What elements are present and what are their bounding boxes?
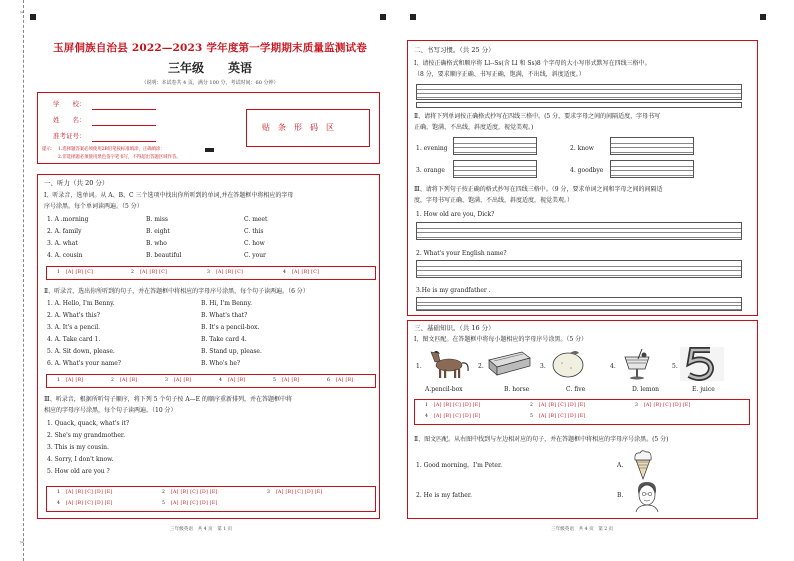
question-option: 3. A. what <box>47 240 78 247</box>
answer-bubbles[interactable]: [A] [B] [C] <box>65 270 94 275</box>
name-field[interactable] <box>92 125 156 126</box>
answer-bubbles[interactable]: [A] [B] <box>173 378 192 383</box>
writing-sec1-instr: （8 分，要求顺序正确、书写正确，饱满，不出线，斜度适度。） <box>414 71 585 78</box>
juice-icon <box>620 347 654 381</box>
school-field[interactable] <box>92 109 156 110</box>
writing-title: 二、书写习惯。（共 25 分） <box>414 46 495 54</box>
answer-num: 3 <box>635 403 638 408</box>
answer-num: 2 <box>111 378 114 383</box>
sentence-option: B. Stand up, please. <box>201 348 262 355</box>
answer-bubbles[interactable]: [A] [B] [C] [D] [E] <box>643 403 691 408</box>
sentence-option: 4. A. Take card 1. <box>47 336 101 343</box>
writing-sec2-instr: Ⅱ、请将下列单词按正确格式抄写在四线三格中。(5 分，要求字母之间的间隔适度，字母书写 <box>414 113 661 120</box>
cut-line <box>23 0 24 561</box>
writing-sec2-instr: 正确、饱满、不出线，斜度适度，视觉美观。) <box>414 124 534 131</box>
word-label: 3. orange <box>416 167 445 174</box>
answer-num: 1 <box>57 378 60 383</box>
number-five-icon <box>680 347 724 381</box>
four-line-grid[interactable] <box>416 102 742 108</box>
pic-num: 3. <box>540 363 546 370</box>
match-letter: A. <box>617 462 624 469</box>
barcode-label: 贴 条 形 码 区 <box>262 123 334 132</box>
sentence-option: B. Hi, I'm Benny. <box>201 300 252 307</box>
corner-mark <box>380 14 386 20</box>
pic-word: A.pencil-box <box>425 386 463 393</box>
pic-word: D. lemon <box>632 386 660 393</box>
word-label: 2. know <box>570 145 594 152</box>
answer-num: 4 <box>219 378 222 383</box>
basics-sec2-instr: Ⅱ、图文匹配。从右图中找到与左边相对应的句子，并在答题框中将相应的字母序号涂黑。(5 分) <box>414 436 669 443</box>
pic-word: C. five <box>566 386 586 393</box>
answer-num: 1 <box>425 403 428 408</box>
notice-line-1: 1.选择题答案必须使用2B铅笔按标准填涂，正确填涂： <box>58 147 165 152</box>
four-line-grid[interactable] <box>453 137 537 155</box>
word-label: 1. evening <box>416 145 448 152</box>
answer-bubbles[interactable]: [A] [B] [C] <box>215 270 244 275</box>
answer-num: 2 <box>162 490 165 495</box>
answer-bubbles[interactable]: [A] [B] [C] [D] [E] <box>275 490 323 495</box>
answer-num: 4 <box>283 270 286 275</box>
answer-num: 1 <box>57 270 60 275</box>
answer-bubbles[interactable]: [A] [B] <box>335 378 354 383</box>
answer-bubbles[interactable]: [A] [B] [C] [D] [E] <box>433 403 481 408</box>
sentence-option: 3. A. It's a pencil. <box>47 324 101 331</box>
answer-num: 4 <box>425 414 428 419</box>
pic-word: E. juice <box>692 386 715 393</box>
answer-num: 5 <box>162 501 165 506</box>
exam-note: （说明：本试卷共 4 页，满分 100 分，考试时间：60 分钟） <box>141 80 279 86</box>
pic-num: 1. <box>416 363 422 370</box>
four-line-grid[interactable] <box>416 84 742 100</box>
pic-num: 5. <box>672 363 678 370</box>
question-option: C. this <box>244 228 264 235</box>
corner-mark <box>760 14 766 20</box>
ice-cream-icon <box>630 448 656 480</box>
question-option: 1. A .morning <box>47 216 89 223</box>
ordering-sentence: 4. Sorry, I don't know. <box>47 456 114 463</box>
question-option: C. how <box>244 240 265 247</box>
answer-bubbles[interactable]: [A] [B] [C] [D] [E] <box>170 501 218 506</box>
ordering-sentence: 1. Quack, quack, what's it? <box>47 420 130 427</box>
four-line-grid[interactable] <box>416 222 742 240</box>
four-line-grid[interactable] <box>610 160 694 178</box>
answer-num: 5 <box>530 414 533 419</box>
four-line-grid[interactable] <box>610 137 694 155</box>
sentence-option: 5. A. Sit down, please. <box>47 348 115 355</box>
answer-bubbles[interactable]: [A] [B] [C] [D] [E] <box>538 414 586 419</box>
four-line-grid[interactable] <box>453 160 537 178</box>
basics-sec1-instr: Ⅰ、图文匹配。在答题框中将每小题相应的字母序号涂黑。（5 分） <box>414 336 588 343</box>
horse-icon <box>425 348 471 380</box>
lemon-icon <box>548 348 588 380</box>
answer-num: 1 <box>57 490 60 495</box>
sentence-label: 2. What's your English name? <box>416 250 507 257</box>
four-line-grid[interactable] <box>416 260 742 278</box>
ordering-sentence: 5. How old are you ? <box>47 468 110 475</box>
question-option: 2. A. family <box>47 228 82 235</box>
pic-num: 2. <box>478 363 484 370</box>
exam-subtitle: 三年级 英语 <box>167 61 252 75</box>
filled-bubble-sample <box>205 148 214 152</box>
answer-num: 4 <box>57 501 60 506</box>
ordering-sentence: 2. She's my grandmother. <box>47 432 126 439</box>
writing-sec3-instr: 度，字母书写正确、饱满、不出线，斜度适度，视觉美观。） <box>414 197 574 204</box>
listening-title: 一、听力（共 20 分） <box>44 179 109 187</box>
answer-bubbles[interactable]: [A] [B] <box>227 378 246 383</box>
corner-mark <box>30 14 36 20</box>
match-letter: B. <box>617 492 624 499</box>
match-sentence: 2. He is my father. <box>416 492 472 499</box>
answer-bubbles[interactable]: [A] [B] <box>65 378 84 383</box>
exam-no-label: 准考证号： <box>53 132 86 140</box>
word-label: 4. goodbye <box>570 167 604 174</box>
pic-word: B. horse <box>504 386 530 393</box>
answer-num: 3 <box>267 490 270 495</box>
page-footer: 三年级英语 共 4 页 第 1 页 <box>170 527 233 532</box>
sentence-option: B. What's that? <box>201 312 248 319</box>
listening-sec3-instr: Ⅲ、听录音，根据所听句子顺序，将下列 5 个句子按 A—E 的顺序重新排列，并在答题框中将 <box>44 396 292 403</box>
answer-box <box>46 374 376 388</box>
question-option: C. your <box>244 252 266 259</box>
man-portrait-icon <box>632 480 662 512</box>
basics-title: 三、基础知识。（共 16 分） <box>414 324 495 332</box>
exam-no-field[interactable] <box>92 141 156 142</box>
sentence-option: 1. A. Hello, I'm Benny. <box>47 300 115 307</box>
answer-num: 2 <box>530 403 533 408</box>
answer-num: 3 <box>207 270 210 275</box>
ordering-sentence: 3. This is my cousin. <box>47 444 109 451</box>
page-footer: 三年级英语 共 4 页 第 2 页 <box>551 527 614 532</box>
name-label: 姓 名： <box>53 116 86 124</box>
answer-num: 5 <box>273 378 276 383</box>
sentence-label: 3.He is my grandfather . <box>416 287 491 294</box>
listening-sec3-instr: 相应的字母序号涂黑，每个句子读两遍。（10 分） <box>44 407 177 414</box>
exam-title: 玉屏侗族自治县 2022—2023 学年度第一学期期末质量监测试卷 <box>53 42 367 54</box>
answer-bubbles[interactable]: [A] [B] [C] [D] [E] <box>65 501 113 506</box>
pic-num: 4. <box>610 363 616 370</box>
pencil-box-icon <box>486 348 532 380</box>
answer-bubbles[interactable]: [A] [B] [C] <box>291 270 320 275</box>
answer-bubbles[interactable]: [A] [B] <box>119 378 138 383</box>
writing-sec3-instr: Ⅲ、请将下列句子按正确的格式抄写在四线三格中。（9 分，要求单词之间和字母之间的间隔适 <box>414 186 663 193</box>
listening-sec1-instr: 序号涂黑。每个单词读两遍。（5 分） <box>44 203 143 210</box>
answer-bubbles[interactable]: [A] [B] [C] [D] [E] <box>170 490 218 495</box>
answer-num: 2 <box>131 270 134 275</box>
answer-num: 6 <box>327 378 330 383</box>
sentence-option: 6. A. What's your name? <box>47 360 121 367</box>
notice-line-2: 2.非选择题必须使用黑色签字笔书写，不得超出答题区域作答。 <box>58 155 181 160</box>
question-option: B. miss <box>146 216 168 223</box>
sentence-label: 1. How old are you, Dick? <box>416 211 495 218</box>
answer-bubbles[interactable]: [A] [B] <box>281 378 300 383</box>
sentence-option: B. Who's he? <box>201 360 241 367</box>
notice-prefix: 提示： <box>42 147 56 152</box>
question-option: B. who <box>146 240 167 247</box>
question-option: 4. A. cousin <box>47 252 83 259</box>
answer-box <box>46 486 376 512</box>
listening-sec1-instr: Ⅰ、听录音，选单词。从 A、B、C 三个选项中找出你所听到的单词,并在答题框中将相应的字母 <box>44 192 294 199</box>
sentence-option: B. Take card 4. <box>201 336 247 343</box>
question-option: C. meet <box>244 216 268 223</box>
question-option: B. beautiful <box>146 252 182 259</box>
match-sentence: 1. Good morning，I'm Peter. <box>416 462 503 469</box>
question-option: B. eight <box>146 228 170 235</box>
sentence-option: 2. A. What's this? <box>47 312 100 319</box>
answer-num: 3 <box>165 378 168 383</box>
answer-box <box>414 399 750 425</box>
writing-sec1-instr: Ⅰ、请按正确格式和顺序将 Ll--Ss(含 Ll 和 Ss)8 个字母的大小写形式默写在四线三格中。 <box>414 60 651 67</box>
listening-sec2-instr: Ⅱ、听录音，选出你所听到的句子，并在答题框中将相应的字母序号涂黑，每个句子读两遍。（6 分） <box>44 288 309 295</box>
answer-box <box>46 266 376 280</box>
school-label: 学 校： <box>53 100 86 108</box>
cut-mark-bottom: ✂ <box>20 540 25 546</box>
four-line-grid[interactable] <box>416 297 742 311</box>
answer-bubbles[interactable]: [A] [B] [C] <box>139 270 168 275</box>
answer-bubbles[interactable]: [A] [B] [C] [D] [E] <box>65 490 113 495</box>
sentence-option: B. It's a pencil-box. <box>201 324 260 331</box>
corner-mark <box>410 14 416 20</box>
answer-bubbles[interactable]: [A] [B] [C] [D] [E] <box>538 403 586 408</box>
cut-mark-top: ✂ <box>20 10 25 16</box>
answer-bubbles[interactable]: [A] [B] [C] [D] [E] <box>433 414 481 419</box>
